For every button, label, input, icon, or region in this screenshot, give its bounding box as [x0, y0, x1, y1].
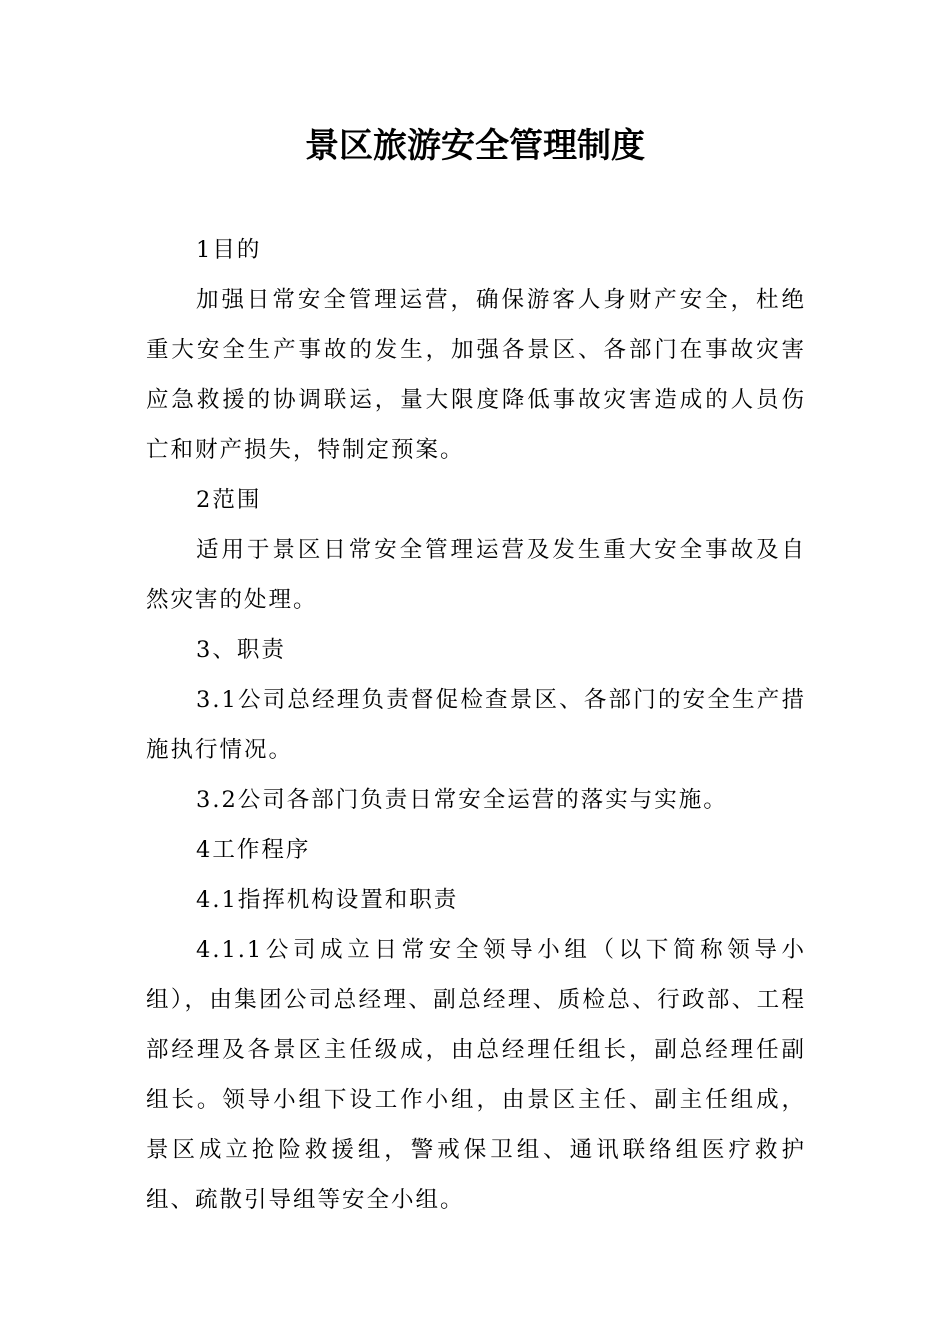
section-heading-scope: 2范围 — [196, 487, 262, 513]
paragraph-4-1-1: 4.1.1公司成立日常安全领导小组（以下简称领导小组），由集团公司总经理、副总经理、质检总、行政部、工程部经理及各景区主任级成，由总经理任组长，副总经理任副组长。领导小组下设工作小组，由景区主任、副主任组成，景区成立抢险救援组，警戒保卫组、通讯联络组医疗救护组、疏散引导组等安全小组。 — [146, 937, 806, 1213]
paragraph-scope: 适用于景区日常安全管理运营及发生重大安全事故及自然灾害的处理。 — [146, 537, 806, 613]
section-heading-procedure: 4工作程序 — [196, 837, 311, 863]
paragraph-3-2: 3.2公司各部门负责日常安全运营的落实与实施。 — [196, 787, 728, 813]
document-title: 景区旅游安全管理制度 — [305, 126, 645, 166]
section-heading-purpose: 1目的 — [196, 237, 262, 263]
subsection-heading-4-1: 4.1指挥机构设置和职责 — [196, 887, 459, 913]
paragraph-3-1: 3.1公司总经理负责督促检查景区、各部门的安全生产措施执行情况。 — [146, 687, 806, 763]
section-heading-responsibilities: 3、职责 — [196, 637, 286, 663]
paragraph-purpose: 加强日常安全管理运营，确保游客人身财产安全，杜绝重大安全生产事故的发生，加强各景区、各部门在事故灾害应急救援的协调联运，量大限度降低事故灾害造成的人员伤亡和财产损失，特制定预案。 — [146, 287, 806, 463]
document-body — [146, 225, 806, 1225]
